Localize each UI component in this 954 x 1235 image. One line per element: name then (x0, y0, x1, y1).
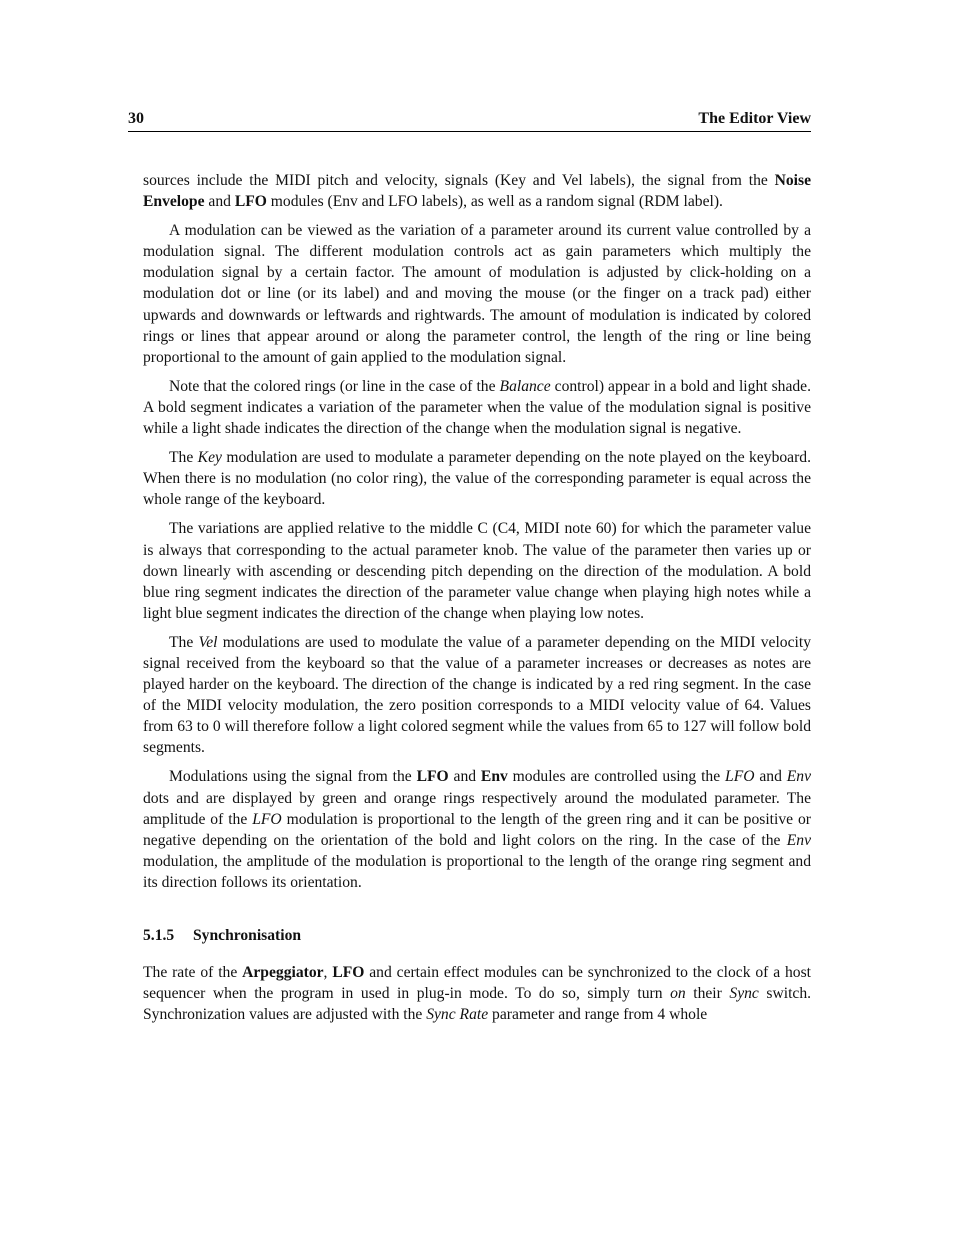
paragraph-2: A modulation can be viewed as the variation of a parameter around its current value controlled by a modulation signal. The different modulation controls act as gain parameters which multiply the modulation signal by a certain factor. The amount of modulation is adjusted by click-holding on a modulation dot or line (or its label) and and moving the mouse (or the finger on a track pad) either upwards and downwards or leftwards and rightwards. The amount of modulation is indicated by colored rings or lines that appear around or along the parameter control, the length of the ring or line being proportional to the amount of gain applied to the modulation signal. (143, 222, 811, 366)
text-run: sources include the MIDI pitch and velocity, signals (Key and Vel labels), the signal from the (143, 172, 775, 189)
paragraph-5: The variations are applied relative to the middle C (C4, MIDI note 60) for which the parameter value is always that corresponding to the actual parameter knob. The value of the parameter then varies up or down linearly with ascending or descending pitch depending on the direction of the modulation. A bold blue ring segment indicates the direction of the parameter value change when playing high notes while a light blue segment indicates the direction of the change when playing low notes. (143, 520, 811, 622)
text-run: parameter and range from 4 whole (488, 1006, 708, 1024)
bold-term: Arpeggiator (242, 964, 324, 981)
text-run: their (685, 985, 730, 1003)
italic-term: Env (786, 768, 812, 786)
text-run: and (204, 193, 235, 211)
paragraph-6 (143, 632, 811, 759)
paragraph-3 (143, 376, 811, 439)
paragraph-8 (143, 962, 811, 1025)
text-run: modulation are used to modulate a parameter depending on the note played on the keyboard. When there is no modulation (no color ring), the value of the corresponding parameter is equal across the whole range of the keyboard. (143, 449, 811, 509)
text-run: switch. Synchronization values are adjusted with the (143, 985, 812, 1024)
text-run: Modulations using the signal from the (169, 768, 417, 786)
text-run: The (169, 633, 199, 651)
text-run: and (448, 768, 481, 786)
section-heading (143, 925, 811, 946)
text-run: The rate of the (143, 964, 243, 981)
text-run: Note that the colored rings (or line in the case of the (169, 377, 500, 395)
section-title: Synchronisation (193, 927, 302, 944)
italic-term: LFO (725, 768, 755, 786)
paragraph-1 (143, 170, 811, 212)
italic-term: LFO (252, 810, 282, 828)
page-number: 30 (128, 110, 144, 127)
text-run: and certain effect modules can be synchronized to the clock of a host sequencer when the program in used in plug-in mode. To do so, simply turn (143, 964, 812, 1003)
text-run: modulation is proportional to the length of the green ring and it can be positive or negative depending on the orientation of the bold and light colors on the ring. In the case of the (143, 810, 811, 849)
bold-term: LFO (416, 768, 449, 786)
bold-term: Noise Envelope (143, 172, 811, 211)
italic-term: Env (786, 831, 811, 849)
body-text (143, 170, 811, 1033)
italic-term: Key (197, 449, 222, 467)
italic-term: Vel (198, 633, 218, 651)
text-run: , (323, 964, 333, 981)
italic-term: Sync (729, 985, 759, 1003)
running-header (128, 109, 811, 132)
text-run: modules (Env and LFO labels), as well as a random signal (RDM label). (266, 193, 723, 211)
text-run: and (754, 768, 787, 786)
chapter-title: The Editor View (698, 110, 811, 127)
paragraph-7 (143, 766, 811, 893)
bold-term: LFO (332, 964, 365, 981)
italic-term: Balance (499, 377, 551, 395)
section-number: 5.1.5 (143, 927, 175, 944)
text-run: modulation, the amplitude of the modulation is proportional to the length of the orange ring segment and its direction follows its orientation. (143, 852, 811, 891)
text-run: modulations are used to modulate the value of a parameter depending on the MIDI velocity signal received from the keyboard so that the value of a parameter increases or decreases as notes are played harder on the keyboard. The direction of the change is indicated by a red ring segment. In the case of the MIDI velocity modulation, the zero position corresponds to a MIDI velocity value of 64. Values from 63 to 0 will therefore follow a light colored segment while the values from 65 to 127 will follow bold segments. (143, 633, 811, 757)
italic-term: on (670, 985, 686, 1003)
bold-term: LFO (234, 193, 267, 211)
bold-term: Env (480, 768, 508, 786)
paragraph-4 (143, 447, 811, 510)
text-run: The (169, 449, 198, 467)
text-run: modules are controlled using the (507, 768, 726, 786)
text-run: control) appear in a bold and light shade. A bold segment indicates a variation of the parameter when the value of the modulation signal is positive while a light shade indicates the direction of the change when the modulation signal is negative. (143, 377, 811, 438)
text-run: dots and are displayed by green and orange rings respectively around the modulated parameter. The amplitude of the (143, 789, 811, 828)
italic-term: Sync Rate (426, 1006, 489, 1024)
